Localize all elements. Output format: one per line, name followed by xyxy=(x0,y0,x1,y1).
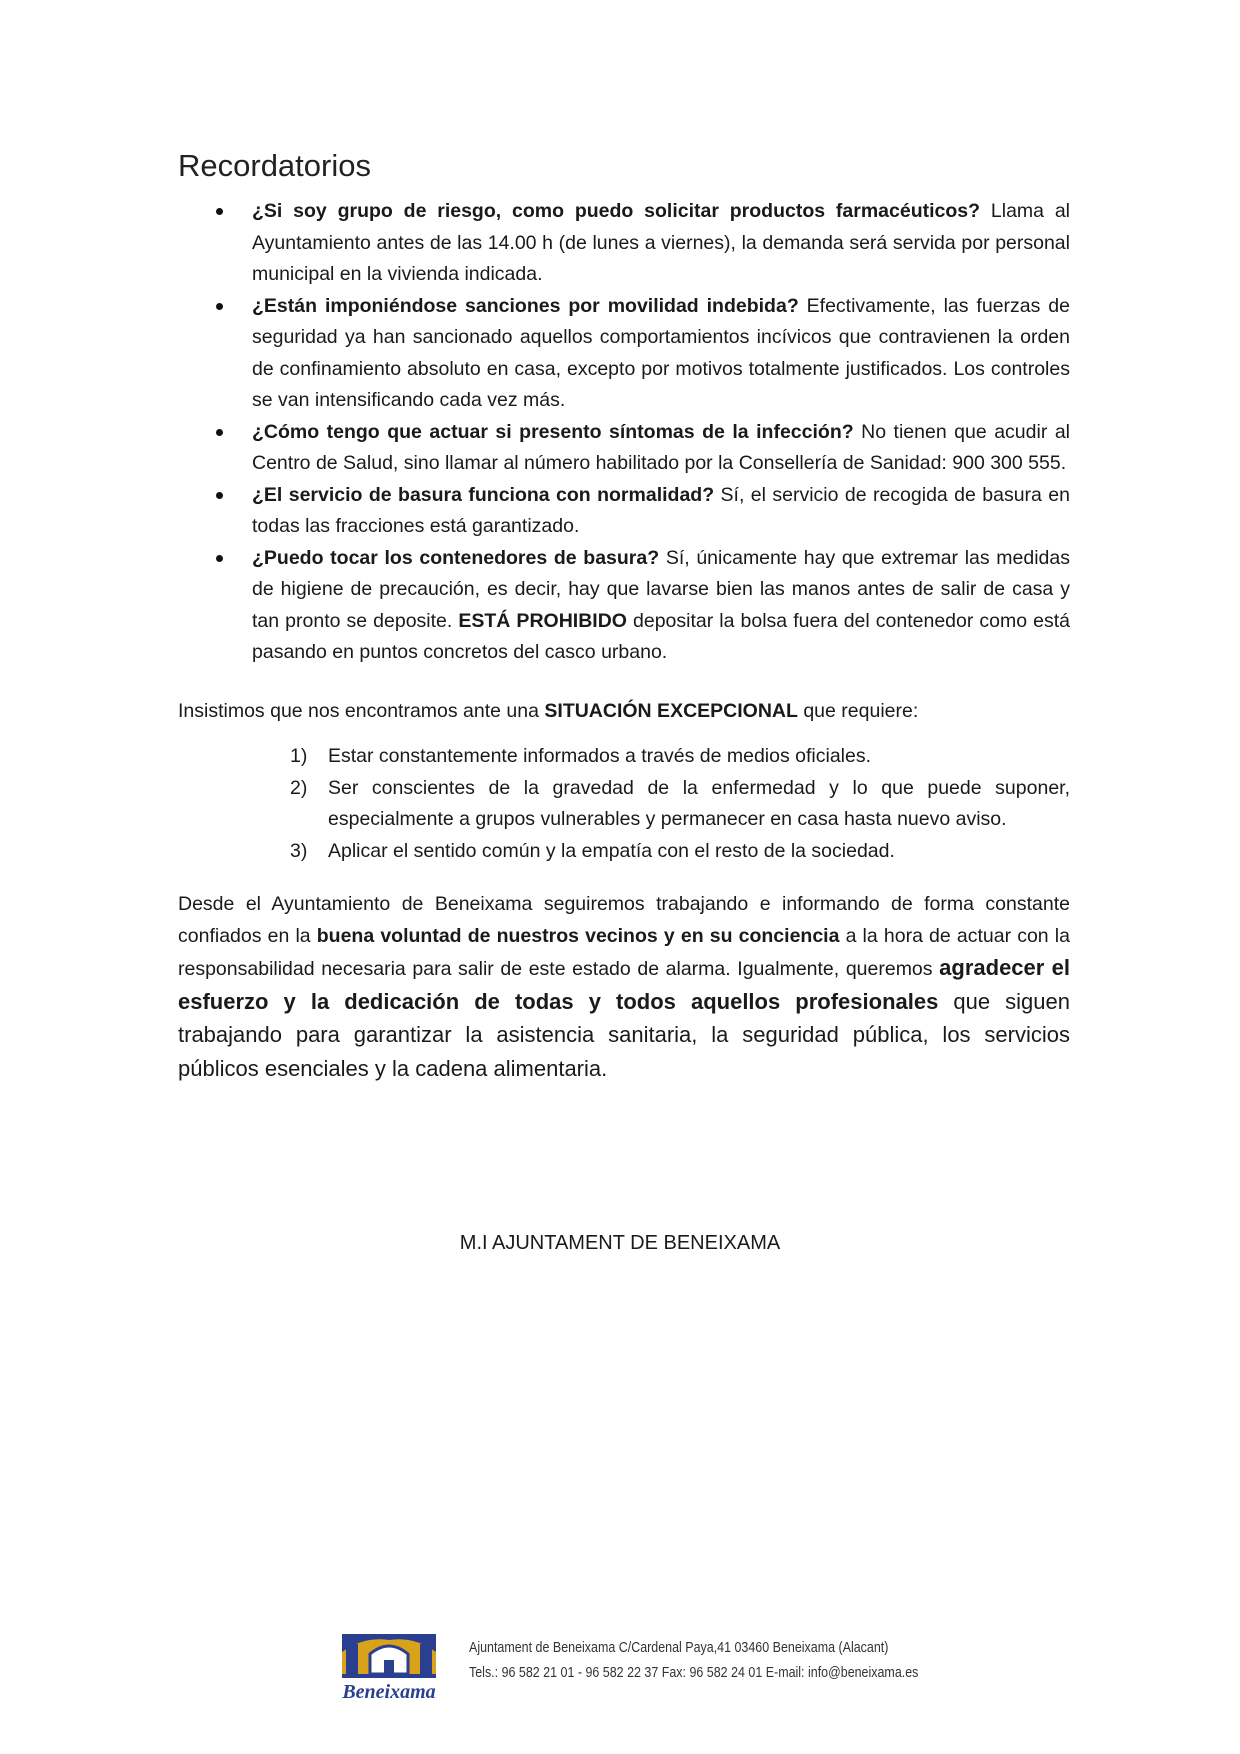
bullet-icon xyxy=(216,303,223,310)
question-text: ¿El servicio de basura funciona con normalidad? xyxy=(252,483,715,506)
footer-address: Ajuntament de Beneixama C/Cardenal Paya,41 03460 Beneixama (Alacant) xyxy=(469,1640,889,1656)
list-item xyxy=(178,196,1070,291)
document-body xyxy=(178,146,1070,1086)
intro-emphasis: SITUACIÓN EXCEPCIONAL xyxy=(544,699,798,722)
logo-wordmark: Beneixama xyxy=(342,1681,436,1703)
answer-text: Sí, únicamente hay que extremar las medidas de higiene de precaución, es decir, hay que lavarse bien las manos antes de salir de casa y tan pronto se deposite. xyxy=(252,546,1070,632)
item-text: Estar constantemente informados a través de medios oficiales. xyxy=(328,745,872,767)
footer xyxy=(326,1630,926,1706)
question-text: ¿Están imponiéndose sanciones por movilidad indebida? xyxy=(252,294,799,317)
answer-text-continued: depositar la bolsa fuera del contenedor como está pasando en puntos concretos del casco urbano. xyxy=(252,609,1070,663)
intro-paragraph xyxy=(178,696,1070,728)
list-item xyxy=(178,773,1070,836)
footer-phones: Tels.: 96 582 21 01 - 96 582 22 37 Fax: 96 582 24 01 E-mail: info@beneixama.es xyxy=(469,1665,919,1681)
beneixama-logo-icon xyxy=(326,1630,452,1706)
intro-text-end: que requiere: xyxy=(797,699,919,722)
item-text: Aplicar el sentido común y la empatía con el resto de la sociedad. xyxy=(328,839,895,862)
list-item xyxy=(178,741,1070,773)
item-number: 2) xyxy=(290,776,308,799)
reminders-list xyxy=(178,196,1070,669)
closing-emphasis: buena voluntad de nuestros vecinos y en su conciencia xyxy=(316,924,840,947)
question-text: ¿Si soy grupo de riesgo, como puedo solicitar productos farmacéuticos? xyxy=(252,200,981,222)
list-item xyxy=(178,291,1070,417)
closing-text: a la hora de actuar con la responsabilidad necesaria para salir de este estado de alarma. Igualmente, queremos xyxy=(178,924,1070,980)
closing-text: Desde el Ayuntamiento de Beneixama seguiremos trabajando e informando de forma constante confiados en la xyxy=(178,893,1070,947)
list-item xyxy=(178,480,1070,543)
answer-text: Efectivamente, las fuerzas de seguridad ya han sancionado aquellos comportamientos incívicos que contravienen la orden de confinamiento absoluto en casa, excepto por motivos totalmente justificados. Los controles se van intensificando cada vez más. xyxy=(252,294,1070,411)
question-text: ¿Cómo tengo que actuar si presento síntomas de la infección? xyxy=(252,420,854,443)
prohibition-text: ESTÁ PROHIBIDO xyxy=(458,609,627,632)
intro-text: Insistimos que nos encontramos ante una xyxy=(178,699,545,722)
answer-text: No tienen que acudir al Centro de Salud, sino llamar al número habilitado por la Consellería de Sanidad: 900 300 555. xyxy=(252,420,1070,474)
answer-text: Sí, el servicio de recogida de basura en todas las fracciones está garantizado. xyxy=(252,483,1070,537)
bullet-icon xyxy=(216,429,223,436)
bullet-icon xyxy=(216,492,223,499)
closing-paragraph xyxy=(178,889,1070,1086)
list-item xyxy=(178,417,1070,480)
bullet-icon xyxy=(216,555,223,562)
item-number: 1) xyxy=(290,745,308,767)
footer-contact xyxy=(469,1636,918,1686)
question-text: ¿Puedo tocar los contenedores de basura? xyxy=(252,546,660,569)
item-text: Ser conscientes de la gravedad de la enfermedad y lo que puede suponer, especialmente a grupos vulnerables y permanecer en casa hasta nuevo aviso. xyxy=(328,776,1070,830)
requirements-list xyxy=(178,741,1070,867)
list-item xyxy=(178,543,1070,669)
answer-text: Llama al Ayuntamiento antes de las 14.00 h (de lunes a viernes), la demanda será servida por personal municipal en la vivienda indicada. xyxy=(252,200,1071,285)
page-title: Recordatorios xyxy=(178,148,371,183)
list-item xyxy=(178,836,1070,868)
bullet-icon xyxy=(216,208,223,215)
item-number: 3) xyxy=(290,839,308,862)
signature: M.I AJUNTAMENT DE BENEIXAMA xyxy=(459,1232,781,1254)
closing-emphasis-large: agradecer el esfuerzo y la dedicación de todas y todos aquellos profesionales xyxy=(178,955,1070,1014)
closing-text-large: que siguen trabajando para garantizar la asistencia sanitaria, la seguridad pública, los servicios públicos esenciales y la cadena alimentaria. xyxy=(178,988,1070,1081)
